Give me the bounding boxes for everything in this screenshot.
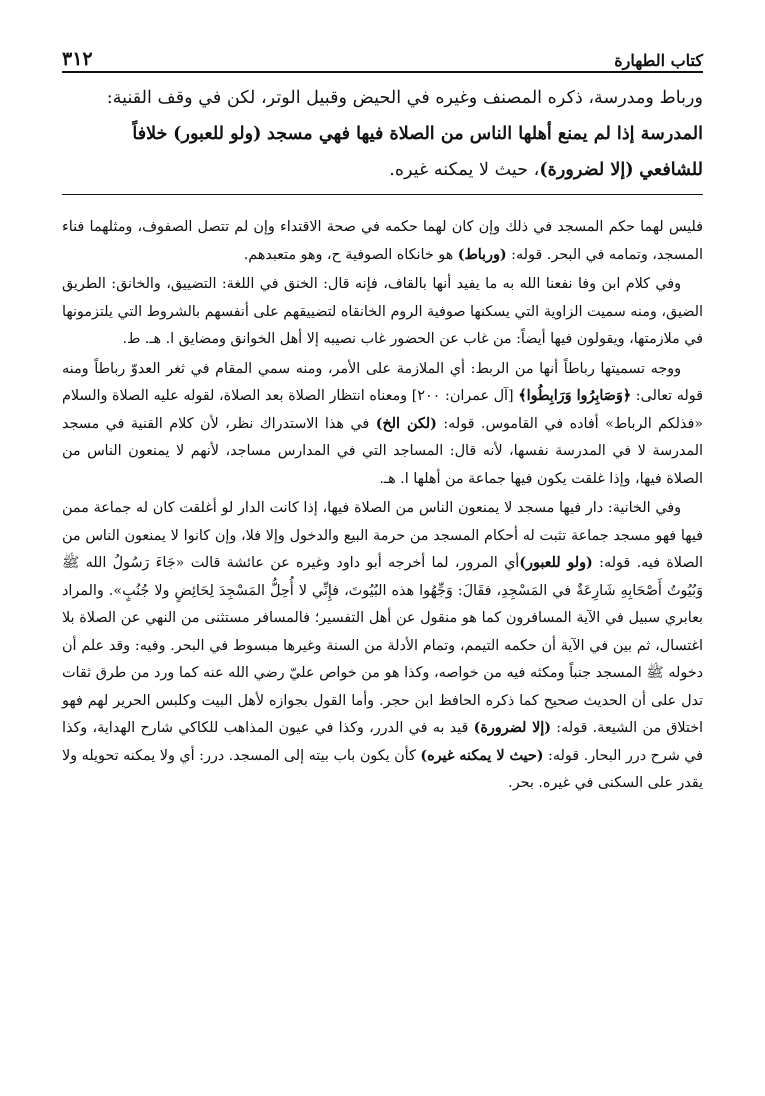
header-divider (62, 71, 703, 73)
book-title: كتاب الطهارة (614, 51, 703, 70)
main-text (62, 80, 703, 190)
bold-quote: (ولو للعبور) (173, 123, 262, 144)
bold-quote: (ورباط) (457, 246, 507, 263)
main-text-line: للشافعي (إلا لضرورة)، حيث لا يمكنه غيره. (389, 159, 703, 180)
bold-quote: (إلا لضرورة) (539, 159, 634, 180)
page-number: ٣١٢ (62, 48, 93, 70)
commentary-paragraph: فليس لهما حكم المسجد في ذلك وإن كان لهما حكمه في صحة الاقتداء وإن لم تتصل الصفوف، ومثلهما فناء المسجد، وتمامه في البحر. قوله: (ورباط) هو خانكاه الصوفية ح، وهو متعبدهم. (62, 219, 703, 263)
commentary-paragraph: وفي الخانية: دار فيها مسجد لا يمنعون الناس من الصلاة فيها، إذا كانت الدار لو أغلقت كان له جماعة ممن فيها فهو مسجد جماعة تثبت له أحكام المسجد من حرمة البيع والدخول وإلا فلا، وإن كانوا لا يمنعون الناس من الصلاة فيه. قوله: (ولو للعبور)أي المرور، لما أخرجه أبو داود وغيره عن عائشة قالت «جَاءَ رَسُولُ الله ﷺ وَبُيُوتُ أَصْحَابِهِ شَارِعَةٌ في المَسْجِدِ، فقَالَ: وَجِّهُوا هذه البُيُوتَ، فإِنِّي لا أُحِلُّ المَسْجِدَ لِحَائِضٍ ولا جُنُبٍ». والمراد بعابري سبيل في الآية المسافرون كما هو منقول عن أهل التفسير؛ فالمسافر مستثنى من النهي عن الصلاة بلا اغتسال، ثم بين في الآية أن حكمه التيمم، وتمام الأدلة من السنة وغيرها مبسوط في البحر. وفيه: وقد علم أن دخوله ﷺ المسجد جنباً ومكثه فيه من خواصه، وكذا هو من خواص عليّ رضي الله عنه كما ورد من طرق ثقات تدل على أن الحديث صحيح كما ذكره الحافظ ابن حجر. وأما القول بجوازه لأهل البيت وكلبس الحرير لهم فهو اختلاق من الشيعة. قوله: (إلا لضرورة) قيد به في الدرر، وكذا في عيون المذاهب للكاكي شارح الهداية، وكذا في شرح درر البحار. قوله: (حيث لا يمكنه غيره) كأن يكون باب بيته إلى المسجد. درر: أي ولا يمكنه تحويله ولا يقدر على السكنى في غيره. بحر. (62, 500, 704, 791)
page-header (62, 42, 703, 70)
commentary-paragraph: وفي كلام ابن وفا نفعنا الله به ما يفيد أنها بالقاف، فإنه قال: الخنق في اللغة: التضييق، والخانق: الطريق الضيق، ومنه سميت الزاوية التي يسكنها صوفية الروم الخانقاه لتضييقهم على أنفسهم بالشروط التي يلتزمونها في ملازمتها، ويقولون فيها أيضاً: من غاب عن الحضور غاب نصيبه إلا أهل الخوانق ومضايق ا. هـ. ط. (62, 276, 703, 347)
quran-verse: ﴿وَصَابِرُوا وَرَابِطُوا﴾ (518, 388, 632, 404)
bold-quote: (لكن الخ) (375, 415, 437, 432)
bold-quote: (إلا لضرورة) (473, 720, 551, 736)
bold-quote: (حيث لا يمكنه غيره) (420, 747, 544, 764)
main-text-line: المدرسة إذا لم يمنع أهلها الناس من الصلاة فيها فهي مسجد (ولو للعبور) خلافاً (132, 123, 703, 144)
bold-quote: (ولو للعبور) (519, 555, 593, 571)
main-text-line: ورباط ومدرسة، ذكره المصنف وغيره في الحيض وقبيل الوتر، لكن في وقف القنية: (106, 88, 703, 108)
section-divider (62, 194, 703, 195)
commentary-text (62, 214, 703, 1066)
hadith-quote: «جَاءَ رَسُولُ الله ﷺ وَبُيُوتُ أَصْحَابِهِ شَارِعَةٌ في المَسْجِدِ، فقَالَ: وَجِّهُوا هذه البُيُوتَ، فإِنِّي لا أُحِلُّ المَسْجِدَ لِحَائِضٍ ولا جُنُبٍ» (62, 555, 703, 599)
commentary-paragraph: ووجه تسميتها رباطاً أنها من الربط: أي الملازمة على الأمر، ومنه سمي المقام في ثغر العدوّ رباطاً ومنه قوله تعالى: ﴿وَصَابِرُوا وَرَابِطُوا﴾ [آل عمران: ٢٠٠] ومعناه انتظار الصلاة بعد الصلاة، لقوله عليه الصلاة والسلام «فذلكم الرباط» أفاده في القاموس. قوله: (لكن الخ) في هذا الاستدراك نظر، لأن كلام القنية في مسجد المدرسة لا في المدرسة نفسها، لأنه قال: المساجد التي في المدارس مساجد، لأنهم لا يمنعون الناس من الصلاة فيها، وإذا غلقت يكون فيها جماعة من أهلها ا. هـ. (62, 360, 704, 487)
